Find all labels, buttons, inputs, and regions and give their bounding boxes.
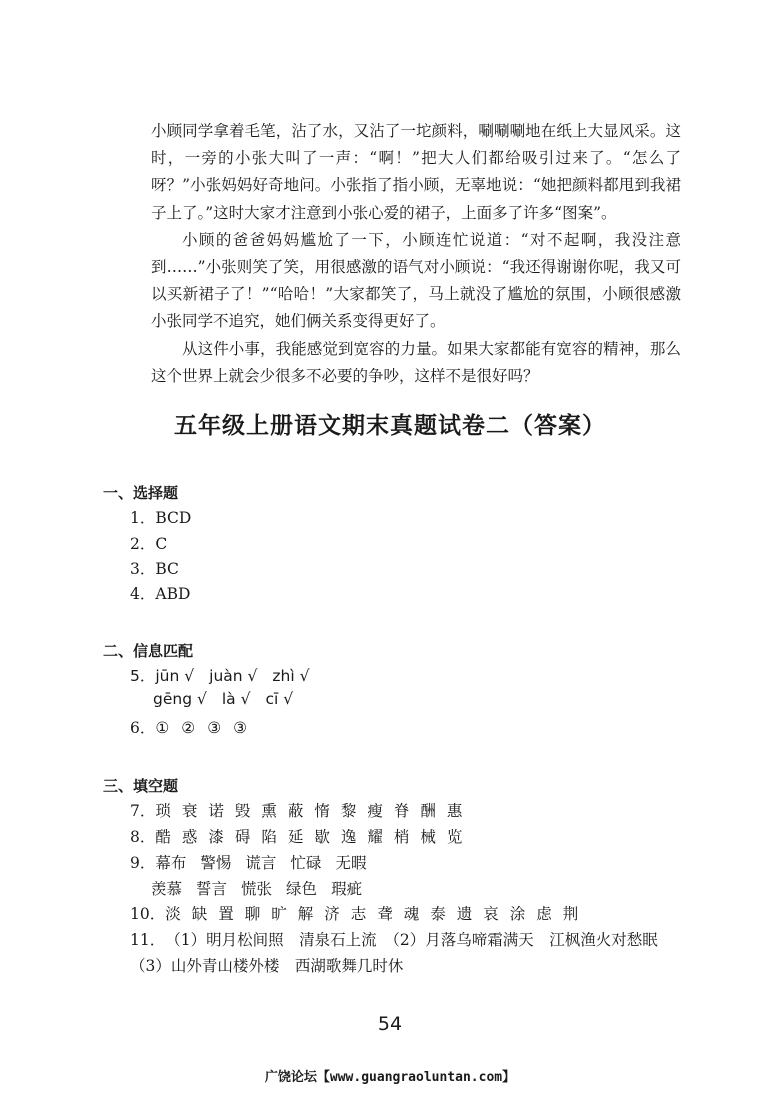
answer-4: 4．ABD xyxy=(130,585,191,603)
answer-character: 酬 xyxy=(420,802,436,820)
footer-watermark xyxy=(0,1066,780,1085)
answer-character: 熏 xyxy=(261,802,277,820)
answer-7: 7．琐 衰 诺 毁 熏 蔽 惰 黎 瘦 脊 酬 惠 xyxy=(130,799,462,821)
answer-title: 五年级上册语文期末真题试卷二（答案） xyxy=(174,413,606,439)
answer-character: 陷 xyxy=(261,828,277,846)
answer-9-row-1: 9．幕布 警惕 谎言 忙碌 无暇 xyxy=(130,854,367,872)
answer-character: 惰 xyxy=(314,802,330,820)
page-number: 54 xyxy=(377,1013,403,1035)
answer-character: 衰 xyxy=(181,802,198,820)
answer-9-row-2: 羡慕 誓言 慌张 绿色 瑕疵 xyxy=(151,880,363,898)
answer-character: 惠 xyxy=(446,802,463,820)
answer-character: 延 xyxy=(287,828,304,846)
answer-8: 8．酷 惑 漆 碍 陷 延 歇 逸 耀 梢 械 览 xyxy=(130,825,462,847)
answer-character: 旷 xyxy=(271,905,287,923)
essay-paragraph-3: 从这件小事，我能感觉到宽容的力量。如果大家都能有宽容的精神，那么这个世界上就会少很多不必要的争吵，这样不是很好吗？ xyxy=(151,339,681,385)
answer-5-row-1: 5．jūn √ juàn √ zhì √ xyxy=(130,667,310,685)
answer-character: 诺 xyxy=(208,802,224,820)
answer-character: 脊 xyxy=(393,802,410,820)
answer-character: 魂 xyxy=(403,905,420,923)
answer-character: 泰 xyxy=(430,905,446,923)
answer-character: 聊 xyxy=(244,905,261,923)
essay-paragraph-1: 小顾同学拿着毛笔，沾了水，又沾了一坨颜料，唰唰唰地在纸上大显风采。这时，一旁的小张大叫了一声：“啊！”把大人们都给吸引过来了。“怎么了呀？”小张妈妈好奇地问。小张指了指小顾，无辜地说：“她把颜料都甩到我裙子上了。”这时大家才注意到小张心爱的裙子，上面多了许多“图案”。 xyxy=(151,122,681,222)
footer-url: 【www.guangraoluntan.com】 xyxy=(316,1070,516,1085)
section-heading-choice: 一、选择题 xyxy=(103,484,179,502)
answer-character: 涂 xyxy=(509,905,526,923)
essay-paragraph-2: 小顾的爸爸妈妈尴尬了一下，小顾连忙说道：“对不起啊，我没注意到……”小张则笑了笑，用很感激的语气对小顾说：“我还得谢谢你呢，我又可以买新裙子了！”“哈哈！”大家都笑了，马上就没了尴尬的氛围，小顾很感激小张同学不追究，她们俩关系变得更好了。 xyxy=(151,230,681,331)
answer-character: 哀 xyxy=(483,905,499,923)
answer-5-row-2: gēng √ là √ cī √ xyxy=(153,690,294,708)
answer-character: 碍 xyxy=(234,828,251,846)
answer-character: 解 xyxy=(297,905,314,923)
answer-3: 3．BC xyxy=(130,560,179,578)
essay-passage xyxy=(151,118,681,390)
answer-character: 虑 xyxy=(536,905,552,923)
answer-character: 志 xyxy=(350,905,367,923)
answer-10: 10．淡 缺 置 聊 旷 解 济 志 聋 魂 泰 遗 哀 涂 虑 荆 xyxy=(130,902,578,924)
answer-8-characters xyxy=(155,828,462,846)
answer-character: 梢 xyxy=(393,828,410,846)
answer-10-characters xyxy=(165,905,578,923)
answer-1: 1．BCD xyxy=(130,509,192,527)
answer-character: 聋 xyxy=(377,905,393,923)
answer-11-line-2: （3）山外青山楼外楼 西湖歌舞几时休 xyxy=(130,957,404,975)
answer-character: 览 xyxy=(446,828,463,846)
answer-character: 瘦 xyxy=(367,802,383,820)
section-heading-fill-blank: 三、填空题 xyxy=(103,777,179,795)
answer-character: 荆 xyxy=(562,905,579,923)
answer-7-characters xyxy=(155,802,462,820)
answer-character: 琐 xyxy=(155,802,171,820)
answer-character: 置 xyxy=(218,905,234,923)
answer-character: 淡 xyxy=(165,905,181,923)
answer-character: 蔽 xyxy=(287,802,304,820)
footer-site-name: 广饶论坛 xyxy=(264,1070,317,1085)
answer-character: 惑 xyxy=(181,828,198,846)
answer-character: 毁 xyxy=(234,802,251,820)
answer-character: 酷 xyxy=(155,828,171,846)
answer-character: 遗 xyxy=(456,905,473,923)
answer-6: 6．① ② ③ ③ xyxy=(130,719,247,737)
answer-character: 缺 xyxy=(191,905,208,923)
answer-character: 黎 xyxy=(340,802,357,820)
answer-character: 耀 xyxy=(367,828,383,846)
answer-character: 济 xyxy=(324,905,340,923)
answer-character: 械 xyxy=(420,828,436,846)
answer-character: 漆 xyxy=(208,828,224,846)
answer-character: 歇 xyxy=(314,828,330,846)
answer-character: 逸 xyxy=(340,828,357,846)
answer-2: 2．C xyxy=(130,535,168,553)
answer-11-line-1: 11．（1）明月松间照 清泉石上流 （2）月落乌啼霜满天 江枫渔火对愁眠 xyxy=(130,931,658,949)
section-heading-matching: 二、信息匹配 xyxy=(103,642,194,660)
